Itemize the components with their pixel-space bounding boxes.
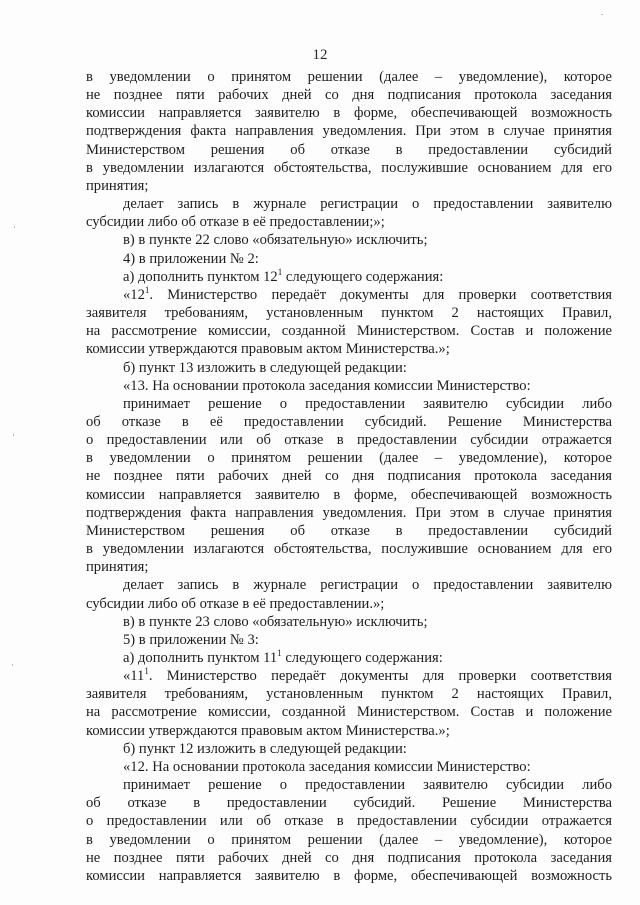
text-line: принятия;: [86, 177, 149, 194]
paragraph-register-2: [86, 576, 612, 612]
item-5-appendix-3: 5) в приложении № 3:: [123, 631, 259, 648]
text-line: на рассмотрение комиссии, созданной Министерством. Состав и положение: [86, 704, 612, 721]
scan-speck: [13, 434, 14, 436]
point-12-1-text: [86, 286, 612, 359]
point-11-1-text: [86, 667, 612, 740]
text-line: заявителя требованиям, установленным пунктом 2 настоящих Правил,: [86, 686, 612, 703]
text-line: комиссии утверждаются правовым актом Министерства.»;: [86, 341, 450, 358]
text-line: о предоставлении или об отказе в предоставлении субсидии отражается: [86, 432, 612, 449]
item-b-point-13: б) пункт 13 изложить в следующей редакции:: [123, 359, 407, 376]
scan-speck: [601, 14, 603, 15]
item-a-add-point-11-1: [86, 649, 612, 667]
text-line: субсидии либо об отказе в её предоставлении;»;: [86, 214, 385, 231]
text-line: [86, 286, 612, 304]
paragraph-register-1: [86, 195, 612, 231]
text-line: подтверждения факта направления уведомления. При этом в случае принятия: [86, 123, 612, 140]
item-4-appendix-2: 4) в приложении № 2:: [123, 250, 259, 267]
text-line: в уведомлении о принятом решении (далее – уведомление), которое: [86, 69, 612, 85]
superscript: 1: [277, 648, 282, 658]
text-line: Министерством решения об отказе в предоставлении субсидий: [86, 522, 612, 539]
text-line: об отказе в предоставлении субсидий. Решение Министерства: [86, 795, 612, 812]
superscript: 1: [144, 666, 149, 677]
text-line: на рассмотрение комиссии, созданной Министерством. Состав и положение: [86, 323, 612, 340]
item-a-add-point-12-1: [86, 268, 612, 286]
text-line: делает запись в журнале регистрации о предоставлении заявителю: [123, 196, 612, 213]
scan-speck: [14, 226, 15, 228]
text-line: заявителя требованиям, установленным пунктом 2 настоящих Правил,: [86, 305, 612, 322]
item-v-point-23: в) в пункте 23 слово «обязательную» исключить;: [123, 613, 428, 630]
text-line: в уведомлении излагаются обстоятельства, послужившие основанием для его: [86, 541, 612, 558]
text-fragment: следующего содержания:: [282, 268, 444, 285]
point-13-intro: «13. На основании протокола заседания комиссии Министерство:: [123, 377, 531, 394]
text-line: об отказе в её предоставлении субсидий. Решение Министерства: [86, 413, 612, 430]
text-line: в уведомлении излагаются обстоятельства, послужившие основанием для его: [86, 159, 612, 176]
text-line: принимает решение о предоставлении заявителю субсидии либо: [123, 395, 612, 412]
superscript: 1: [277, 266, 283, 277]
text-line: комиссии направляется заявителю в форме, обеспечивающей возможность: [86, 867, 612, 884]
text-fragment: . Министерство передаёт документы для проверки соответствия: [148, 668, 612, 685]
text-fragment: а) дополнить пунктом 12: [123, 268, 278, 285]
paragraph-decision-2: [86, 395, 612, 577]
text-fragment: «12: [123, 286, 145, 303]
text-line: не позднее пяти рабочих дней со дня подписания протокола заседания: [86, 468, 612, 485]
text-line: комиссии направляется заявителю в форме, обеспечивающей возможность: [86, 486, 612, 503]
text-line: о предоставлении или об отказе в предоставлении субсидии отражается: [86, 813, 612, 830]
text-line: не позднее пяти рабочих дней со дня подписания протокола заседания: [86, 849, 612, 866]
text-fragment: а) дополнить пунктом 11: [123, 650, 278, 666]
text-line: в уведомлении о принятом решении (далее – уведомление), которое: [86, 450, 612, 467]
text-line: делает запись в журнале регистрации о предоставлении заявителю: [123, 577, 612, 594]
text-line: [86, 667, 612, 685]
paragraph-notification-1: [86, 68, 612, 195]
paragraph-decision-3: [86, 776, 612, 885]
scan-speck: [12, 664, 13, 666]
text-fragment: «11: [123, 668, 145, 685]
text-line: комиссии утверждаются правовым актом Министерства.»;: [86, 722, 450, 739]
text-fragment: следующего содержания:: [281, 650, 443, 666]
item-b-point-12: б) пункт 12 изложить в следующей редакции:: [123, 740, 407, 757]
text-line: принятия;: [86, 559, 149, 576]
point-12-intro: «12. На основании протокола заседания комиссии Министерство:: [123, 758, 531, 775]
text-line: не позднее пяти рабочих дней со дня подписания протокола заседания: [86, 87, 612, 104]
text-line: принимает решение о предоставлении заявителю субсидии либо: [123, 777, 612, 794]
text-line: Министерством решения об отказе в предоставлении субсидий: [86, 141, 612, 158]
text-fragment: . Министерство передаёт документы для проверки соответствия: [149, 286, 612, 303]
page-number: 12: [312, 47, 328, 63]
superscript: 1: [144, 284, 150, 295]
text-line: подтверждения факта направления уведомления. При этом в случае принятия: [86, 504, 612, 521]
item-v-point-22: в) в пункте 22 слово «обязательную» исключить;: [123, 232, 428, 249]
text-line: в уведомлении о принятом решении (далее – уведомление), которое: [86, 831, 612, 848]
text-line: субсидии либо об отказе в её предоставлении.»;: [86, 595, 385, 612]
document-body: [86, 68, 612, 885]
text-line: комиссии направляется заявителю в форме, обеспечивающей возможность: [86, 105, 612, 122]
